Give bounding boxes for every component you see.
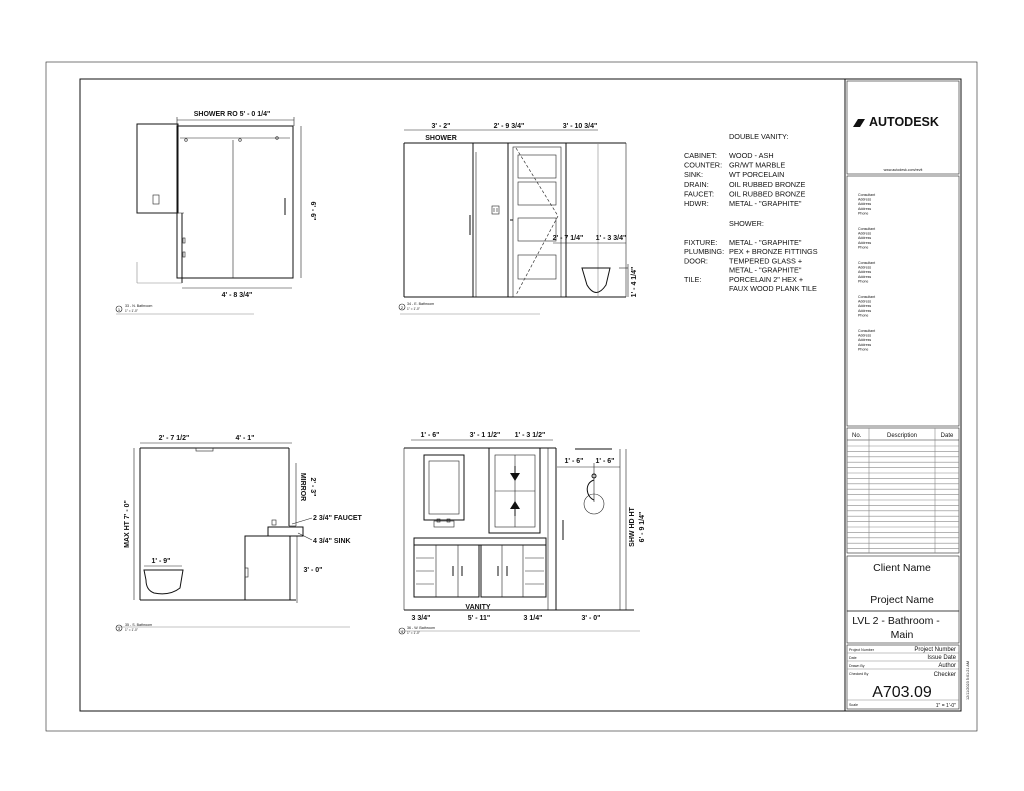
scale-value: 1" = 1'-0" xyxy=(935,703,956,709)
consultant-name: Consultant xyxy=(858,193,876,197)
spec-heading-shower: SHOWER: xyxy=(729,219,764,228)
project-name: Project Name xyxy=(870,594,934,606)
spec-value: FAUX WOOD PLANK TILE xyxy=(729,284,817,293)
v3-dim-a: 2' - 7 1/2" xyxy=(158,435,190,442)
v1-title: 33 - N. Bathroom xyxy=(125,304,153,308)
spec-label: SINK: xyxy=(684,170,704,180)
drawn-by-value: Author xyxy=(938,663,956,669)
elevation-east xyxy=(399,123,638,314)
consultant-line: Address xyxy=(858,236,872,241)
v1-dim-right: 6' - 6" xyxy=(309,201,316,221)
spec-heading-vanity: DOUBLE VANITY: xyxy=(729,132,789,141)
spec-value: PEX + BRONZE FITTINGS xyxy=(729,247,818,257)
consultant-line: Address xyxy=(858,333,872,338)
v4-scale: 1" = 1'-0" xyxy=(407,631,420,635)
consultant-name: Consultant xyxy=(858,261,876,265)
elevation-north xyxy=(116,111,316,314)
spec-value: METAL - "GRAPHITE" xyxy=(729,199,802,208)
v2-shower-label: SHOWER xyxy=(425,135,457,142)
revision-header-description: Description xyxy=(886,433,918,439)
consultant-name: Consultant xyxy=(858,329,876,333)
spec-value: METAL - "GRAPHITE" xyxy=(729,238,802,247)
v4-dim-i: 3' - 0" xyxy=(581,615,601,622)
v4-dim-g: 5' - 11" xyxy=(467,615,491,622)
side-stamp: 12/11/2023 5:01:21 AM xyxy=(966,661,970,700)
consultant-line: Address xyxy=(858,265,872,270)
spec-value: METAL - "GRAPHITE" xyxy=(729,265,802,275)
consultant-line: Address xyxy=(858,338,872,343)
v3-mirror-label: MIRROR xyxy=(299,472,306,502)
revision-header-no: No. xyxy=(852,433,862,439)
consultant-line: Address xyxy=(858,308,872,313)
spec-label: HDWR: xyxy=(684,199,709,208)
consultant-name: Consultant xyxy=(858,295,876,299)
v1-dim-top: SHOWER RO 5' - 0 1/4" xyxy=(193,111,271,118)
v4-dim-a: 1' - 6" xyxy=(420,432,440,439)
spec-value: OIL RUBBED BRONZE xyxy=(729,179,806,189)
sheet-name-line1: LVL 2 - Bathroom - xyxy=(852,615,940,627)
spec-label: FIXTURE: xyxy=(684,238,718,247)
v3-faucet-note: 2 3/4" FAUCET xyxy=(313,515,362,522)
consultant-line: Address xyxy=(858,342,872,347)
autodesk-logo-icon xyxy=(853,119,866,127)
consultant-line: Phone xyxy=(858,245,869,250)
consultant-line: Address xyxy=(858,206,872,211)
spec-label: PLUMBING: xyxy=(684,247,725,257)
sheet-name-line2: Main xyxy=(890,629,914,641)
v2-dim-d: 2' - 7 1/4" xyxy=(552,235,584,242)
consultant-line: Address xyxy=(858,197,872,202)
v1-number: 1 xyxy=(117,307,121,312)
spec-label: COUNTER: xyxy=(684,160,723,170)
spec-value: WOOD - ASH xyxy=(729,151,774,160)
v4-vanity-label: VANITY xyxy=(465,604,491,611)
v2-title: 34 - E. Bathroom xyxy=(407,302,435,306)
spec-label: DOOR: xyxy=(684,256,708,266)
inner-border xyxy=(80,79,961,711)
scale-label: Scale xyxy=(849,703,858,707)
consultant-line: Address xyxy=(858,202,872,207)
spec-label: TILE: xyxy=(684,274,702,284)
spec-value: GR/WT MARBLE xyxy=(729,160,786,170)
spec-value: WT PORCELAIN xyxy=(729,170,785,180)
consultant-line: Phone xyxy=(858,313,869,318)
consultant-line: Address xyxy=(858,231,872,236)
consultant-list xyxy=(858,193,875,351)
v2-dim-e: 1' - 3 3/4" xyxy=(595,235,627,242)
v4-dim-b: 3' - 1 1/2" xyxy=(469,432,501,439)
consultant-name: Consultant xyxy=(858,227,876,231)
revision-rows xyxy=(847,446,959,549)
spec-label: FAUCET: xyxy=(684,189,715,199)
v3-dim-b: 4' - 1" xyxy=(235,435,255,442)
project-number-value: Project Number xyxy=(914,647,956,653)
consultant-line: Phone xyxy=(858,347,869,352)
v1-scale: 1" = 1'-0" xyxy=(125,309,138,313)
consultant-line: Phone xyxy=(858,211,869,216)
v4-dim-e: 1' - 6" xyxy=(595,458,615,465)
v2-scale: 1" = 1'-0" xyxy=(407,307,420,311)
v3-scale: 1" = 1'-0" xyxy=(125,628,138,632)
v4-dim-h: 3 1/4" xyxy=(523,615,543,622)
elevation-west xyxy=(399,432,646,635)
v3-dim-d: 3' - 0" xyxy=(303,567,323,574)
v3-max-height: MAX HT 7' - 0" xyxy=(124,500,131,548)
v2-dim-c: 3' - 10 3/4" xyxy=(562,123,598,130)
spec-label: CABINET: xyxy=(684,151,717,160)
spec-value: TEMPERED GLASS + xyxy=(729,256,803,266)
consultant-line: Phone xyxy=(858,279,869,284)
finish-specs xyxy=(684,132,818,293)
spec-value: PORCELAIN 2" HEX + xyxy=(729,274,804,284)
v4-number: 4 xyxy=(400,629,404,634)
consultant-line: Address xyxy=(858,304,872,309)
v3-sink-note: 4 3/4" SINK xyxy=(313,538,351,545)
spec-value: OIL RUBBED BRONZE xyxy=(729,189,806,199)
consultant-line: Address xyxy=(858,240,872,245)
v3-mirror-height: 2' - 3" xyxy=(309,477,316,497)
v4-dim-c: 1' - 3 1/2" xyxy=(514,432,546,439)
spec-label: DRAIN: xyxy=(684,179,709,189)
v2-dim-f: 1' - 4 1/4" xyxy=(631,266,638,298)
date-label: Date xyxy=(849,656,857,660)
v1-dim-bottom: 4' - 8 3/4" xyxy=(221,292,253,299)
v3-title: 35 - S. Bathroom xyxy=(125,623,153,627)
outer-border xyxy=(46,62,977,731)
v3-dim-c: 1' - 9" xyxy=(151,558,171,565)
v4-shower-head-value: 6' - 9 1/4" xyxy=(639,511,646,543)
elevation-south xyxy=(116,435,363,632)
v2-dim-b: 2' - 9 3/4" xyxy=(493,123,525,130)
title-block xyxy=(845,79,970,711)
checked-by-value: Checker xyxy=(933,672,956,678)
consultant-line: Address xyxy=(858,270,872,275)
client-name: Client Name xyxy=(873,562,931,574)
project-number-label: Project Number xyxy=(849,648,874,652)
v4-title: 36 - W. Bathroom xyxy=(407,626,435,630)
brand-website: www.autodesk.com/revit xyxy=(883,168,923,172)
brand-name: AUTODESK xyxy=(869,115,939,129)
v4-shower-head-height: SHW HD HT xyxy=(629,507,636,547)
checked-by-label: Checked By xyxy=(849,672,869,676)
consultant-line: Address xyxy=(858,299,872,304)
v4-dim-f: 3 3/4" xyxy=(411,615,431,622)
date-value: Issue Date xyxy=(927,655,956,661)
v3-number: 3 xyxy=(117,626,121,631)
drawn-by-label: Drawn By xyxy=(849,664,865,668)
v4-dim-d: 1' - 6" xyxy=(564,458,584,465)
revision-header-date: Date xyxy=(940,433,954,439)
sheet-number: A703.09 xyxy=(872,684,932,701)
v2-dim-a: 3' - 2" xyxy=(431,123,451,130)
v2-number: 2 xyxy=(400,305,404,310)
consultant-line: Address xyxy=(858,274,872,279)
